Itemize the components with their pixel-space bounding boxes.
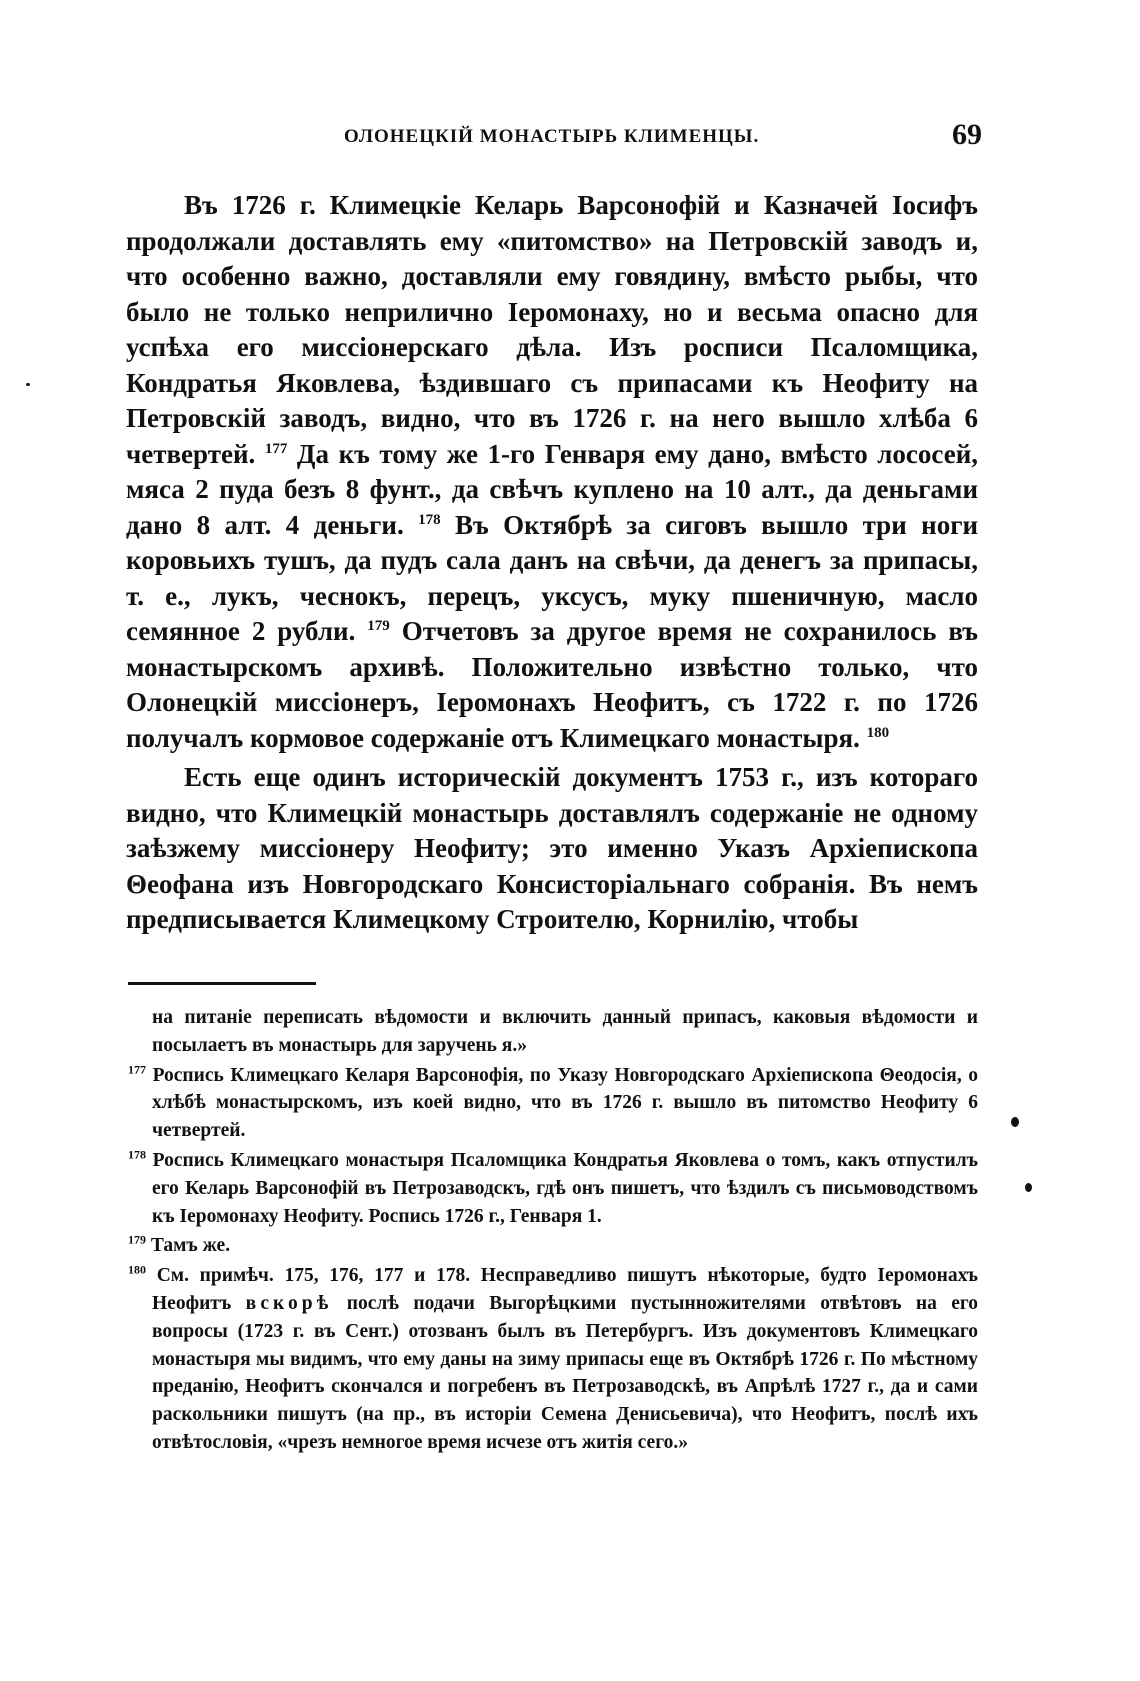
paragraph-1-part-3: Въ Октябрѣ за сиговъ вышло три ноги коровьихъ тушъ, да пудъ сала данъ на свѣчи, да денегъ за припасы, т. е., лукъ, чеснокъ, перецъ, уксусъ, муку пшеничную, масло семянное 2 рубли.	[126, 509, 979, 646]
footnote-ref-178: 178	[418, 511, 441, 528]
ink-speck-mark	[1025, 1183, 1032, 1192]
footnote-number: 177	[128, 1062, 146, 1077]
footnote-number: 180	[128, 1262, 146, 1277]
footnote-ref-177: 177	[264, 440, 288, 457]
page-number: 69	[952, 118, 982, 151]
footnote-text: Роспись Климецкаго Келаря Варсонофія, по Указу Новгородскаго Архіепископа Θеодосія, о хлѣбѣ монастырскомъ, изъ коей видно, что въ 1726 г. вышло въ питомство Неофиту 6 четвертей.	[152, 1064, 979, 1142]
paragraph-2: Есть еще одинъ историческій документъ 1753 г., изъ котораго видно, что Климецкій монастырь доставлялъ содержаніе не одному заѣзжему миссіонеру Неофиту; это именно Указъ Архіепископа Θеофана изъ Новгородскаго Консисторіальнаго собранія. Въ немъ предписывается Климецкому Строителю, Корнилію, чтобы	[126, 762, 978, 934]
footnote-continuation: на питаніе переписать вѣдомости и включить данный припасъ, каковыя вѣдомости и посылаетъ въ монастырь для заручень я.»	[152, 1007, 978, 1056]
footnote-178	[128, 1147, 978, 1230]
running-title: ОЛОНЕЦКІЙ МОНАСТЫРЬ КЛИМЕНЦЫ.	[344, 126, 760, 147]
footnote-number: 178	[128, 1147, 146, 1162]
ink-speck-mark	[26, 383, 30, 386]
footnotes	[128, 1004, 978, 1459]
paragraph-1-part-2: Да къ тому же 1-го Генваря ему дано, вмѣсто лососей, мяса 2 пуда безъ 8 фунт., да свѣчъ куплено на 10 алт., да деньгами дано 8 алт. 4 деньги.	[126, 438, 979, 540]
footnote-text-b: послѣ подачи Выгорѣцкими пустынножителями отвѣтовъ на его вопросы (1723 г. въ Сент.) отозванъ былъ въ Петербургъ. Изъ документовъ Климецкаго монастыря мы видимъ, что ему даны на зиму припасы еще въ Октябрѣ 1726 г. По мѣстному преданію, Неофитъ скончался и погребенъ въ Петрозаводскѣ, въ Апрѣлѣ 1727 г., да и сами раскольники пишутъ (на пр., въ исторіи Семена Денисьевича), что Неофитъ, послѣ ихъ отвѣтословія, «чрезъ немногое время исчезе отъ житія сего.»	[152, 1292, 979, 1453]
footnote-spaced-word: вскорѣ	[245, 1292, 333, 1314]
footnote-text: Тамъ же.	[150, 1235, 231, 1257]
footnote-number: 179	[128, 1232, 146, 1247]
paragraph-1-part-1: Въ 1726 г. Климецкіе Келарь Варсонофій и Казначей Іосифъ продолжали доставлять ему «питомство» на Петровскій заводъ и, что особенно важно, доставляли ему говядину, вмѣсто рыбы, что было не только неприлично Іеромонаху, но и весьма опасно для успѣха его миссіонерскаго дѣла. Изъ росписи Псаломщика, Кондратья Яковлева, ѣздившаго съ припасами къ Неофиту на Петровскій заводъ, видно, что въ 1726 г. на него вышло хлѣба 6 четвертей.	[126, 190, 978, 469]
footnote-177	[128, 1062, 978, 1145]
footnote-180	[128, 1262, 978, 1457]
footnote-text: Роспись Климецкаго монастыря Псаломщика Кондратья Яковлева о томъ, какъ отпустилъ его Келарь Варсонофій въ Петрозаводскъ, гдѣ онъ пишетъ, что ѣздилъ съ письмоводствомъ къ Іеромонаху Неофиту. Роспись 1726 г., Генваря 1.	[152, 1149, 979, 1227]
footnote-divider	[128, 982, 316, 985]
ink-speck-mark	[1011, 1117, 1019, 1127]
paragraph-1-part-4: Отчетовъ за другое время не сохранилось въ монастырскомъ архивѣ. Положительно извѣстно только, что Олонецкій миссіонеръ, Іеромонахъ Неофитъ, съ 1722 г. по 1726 получалъ кормовое содержаніе отъ Климецкаго монастыря.	[126, 616, 979, 753]
footnote-179	[128, 1232, 978, 1260]
main-text	[126, 188, 978, 938]
footnote-ref-180: 180	[866, 724, 890, 741]
paragraph-1	[126, 188, 978, 756]
footnote-text-a: См. примѣч. 175, 176, 177 и 178. Несправедливо пишутъ нѣкоторые, будто Іеромонахъ Неофитъ	[152, 1265, 979, 1314]
footnote-ref-179: 179	[367, 618, 390, 634]
